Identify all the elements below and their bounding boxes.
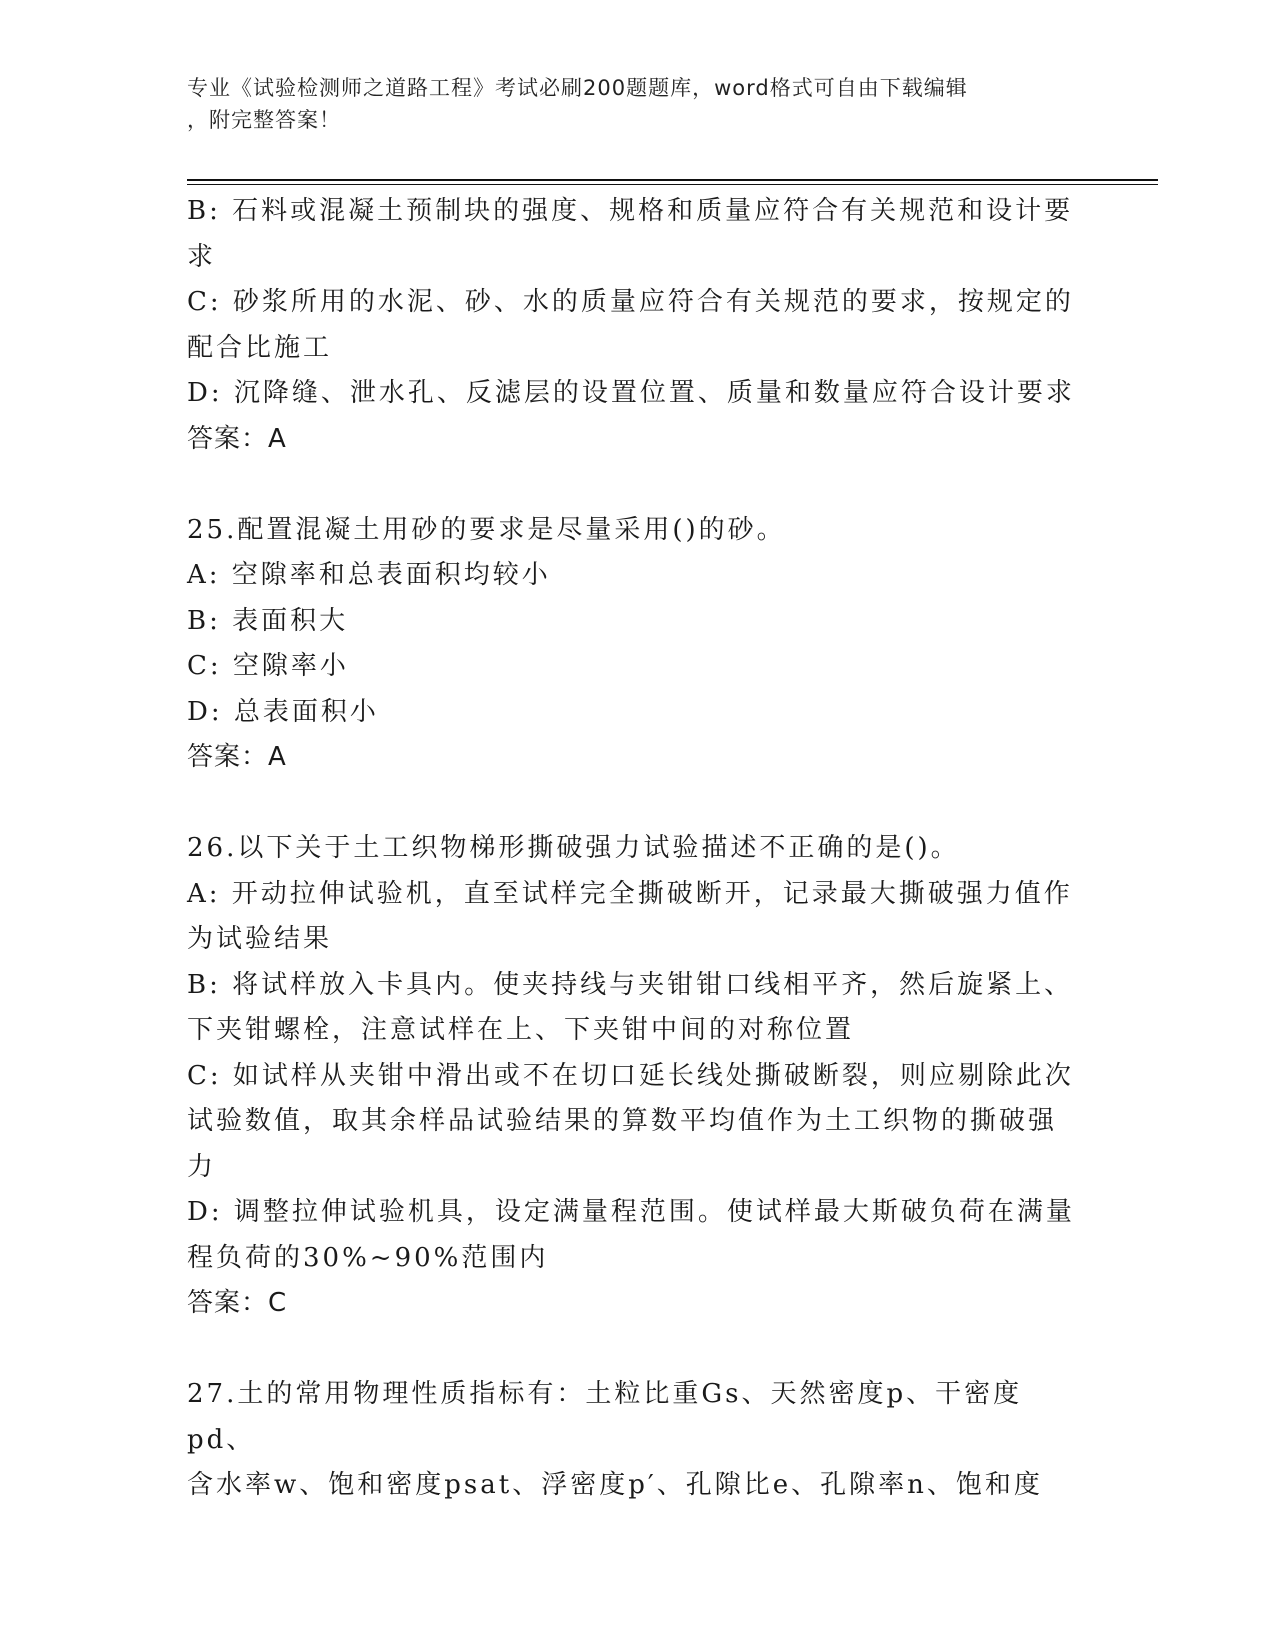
spacer <box>187 781 1077 827</box>
answer-line: 答案：A <box>187 423 287 454</box>
question-25 <box>187 508 1077 781</box>
option-c-line: 试验数值，取其余样品试验结果的算数平均值作为土工织物的撕破强 <box>187 1106 1058 1136</box>
option-c-line: 配合比施工 <box>187 332 333 363</box>
option-c-line: C: 空隙率小 <box>187 651 349 681</box>
question-27 <box>187 1372 1077 1509</box>
header-line-2: ，附完整答案！ <box>187 108 341 132</box>
question-text: 含水率w、饱和密度psat、浮密度p′、孔隙比e、孔隙率n、饱和度 <box>187 1470 1043 1500</box>
option-a-line: A: 空隙率和总表面积均较小 <box>187 560 551 590</box>
answer-line: 答案：A <box>187 742 287 772</box>
option-b-line: 求 <box>187 241 217 272</box>
option-d-line: D: 总表面积小 <box>187 696 379 727</box>
header-divider-thin <box>187 184 1158 185</box>
option-a-line: 为试验结果 <box>187 924 333 954</box>
document-body <box>187 189 1077 1509</box>
option-d-line: 程负荷的30%~90%范围内 <box>187 1242 549 1273</box>
question-text: 26.以下关于土工织物梯形撕破强力试验描述不正确的是()。 <box>187 833 960 863</box>
spacer <box>187 1327 1077 1373</box>
spacer <box>187 462 1077 508</box>
question-24-continued <box>187 189 1077 462</box>
option-c-line: C: 砂浆所用的水泥、砂、水的质量应符合有关规范的要求，按规定的 <box>187 287 1074 317</box>
option-c-line: C: 如试样从夹钳中滑出或不在切口延长线处撕破断裂，则应剔除此次 <box>187 1060 1074 1091</box>
question-26 <box>187 826 1077 1327</box>
header-line-1: 专业《试验检测师之道路工程》考试必刷200题题库，word格式可自由下载编辑 <box>187 76 968 100</box>
option-c-line: 力 <box>187 1151 217 1182</box>
page-header <box>187 72 1067 136</box>
question-text: 27.土的常用物理性质指标有：土粒比重Gs、天然密度p、干密度pd、 <box>187 1379 1023 1455</box>
option-b-line: 下夹钳螺栓，注意试样在上、下夹钳中间的对称位置 <box>187 1015 855 1045</box>
option-d-line: D: 沉降缝、泄水孔、反滤层的设置位置、质量和数量应符合设计要求 <box>187 378 1075 408</box>
answer-line: 答案：C <box>187 1288 288 1318</box>
option-a-line: A: 开动拉伸试验机，直至试样完全撕破断开，记录最大撕破强力值作 <box>187 878 1073 909</box>
option-d-line: D: 调整拉伸试验机具，设定满量程范围。使试样最大斯破负荷在满量 <box>187 1197 1075 1227</box>
option-b-line: B: 表面积大 <box>187 605 349 636</box>
question-text: 25.配置混凝土用砂的要求是尽量采用()的砂。 <box>187 514 786 545</box>
header-divider-thick <box>187 179 1158 181</box>
option-b-line: B: 石料或混凝土预制块的强度、规格和质量应符合有关规范和设计要 <box>187 196 1074 226</box>
option-b-line: B: 将试样放入卡具内。使夹持线与夹钳钳口线相平齐，然后旋紧上、 <box>187 969 1074 1000</box>
